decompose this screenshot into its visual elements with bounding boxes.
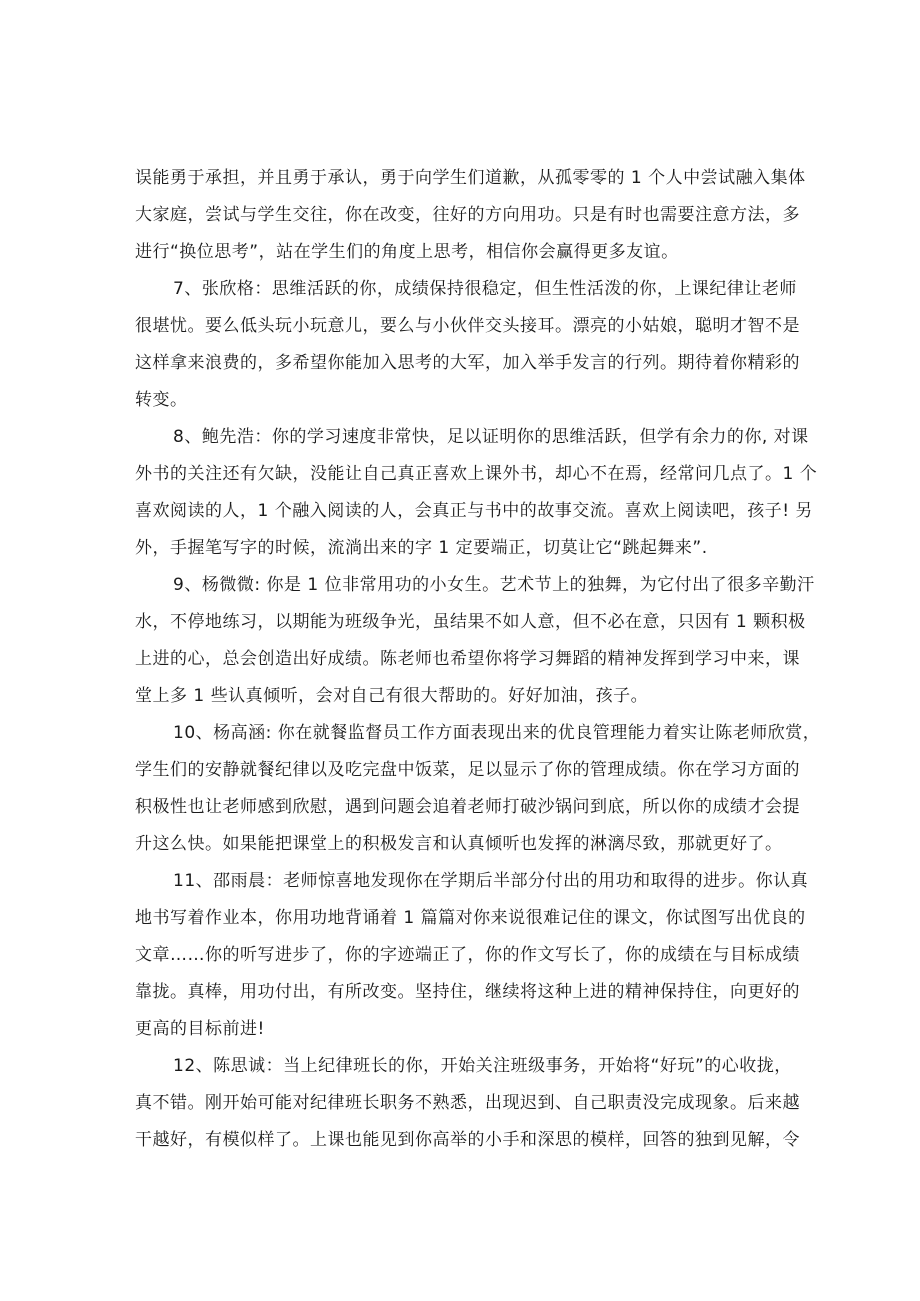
text-line: 12、陈思诚：当上纪律班长的你，开始关注班级事务，开始将“好玩”的心收拢， [173, 1056, 792, 1076]
text-line: 学生们的安静就餐纪律以及吃完盘中饭菜，足以显示了你的管理成绩。你在学习方面的 [135, 760, 800, 780]
paragraph-comment-7 [135, 271, 800, 419]
text-line: 堂上多 1 些认真倾听，会对自己有很大帮助的。好好加油，孩子。 [135, 686, 649, 706]
text-line: 9、杨微微: 你是 1 位非常用功的小女生。艺术节上的独舞，为它付出了很多辛勤汗 [173, 575, 815, 595]
text-line: 外，手握笔写字的时候，流淌出来的字 1 定要端正，切莫让它“跳起舞来”. [135, 538, 708, 558]
text-line: 这样拿来浪费的，多希望你能加入思考的大军，加入举手发言的行列。期待着你精彩的 [135, 353, 800, 373]
text-line: 地书写着作业本，你用功地背诵着 1 篇篇对你来说很难记住的课文，你试图写出优良的 [135, 908, 806, 928]
paragraph-comment-11 [135, 863, 809, 1048]
text-line: 很堪忧。要么低头玩小玩意儿，要么与小伙伴交头接耳。漂亮的小姑娘，聪明才智不是 [135, 316, 800, 336]
text-line: 水，不停地练习，以期能为班级争光，虽结果不如人意，但不必在意，只因有 1 颗积极 [135, 612, 806, 632]
text-line: 进行“换位思考”，站在学生们的角度上思考，相信你会赢得更多友谊。 [135, 242, 679, 262]
text-line: 积极性也让老师感到欣慰，遇到问题会追着老师打破沙锅问到底，所以你的成绩才会提 [135, 797, 800, 817]
text-line: 误能勇于承担，并且勇于承认，勇于向学生们道歉，从孤零零的 1 个人中尝试融入集体 [135, 168, 806, 188]
text-line: 8、鲍先浩：你的学习速度非常快，足以证明你的思维活跃，但学有余力的你, 对课 [173, 427, 809, 447]
text-line: 上进的心，总会创造出好成绩。陈老师也希望你将学习舞蹈的精神发挥到学习中来，课 [135, 649, 800, 669]
text-line: 更高的目标前进! [135, 1019, 265, 1039]
paragraph-comment-10 [135, 715, 821, 863]
text-line: 外书的关注还有欠缺，没能让自己真正喜欢上课外书，却心不在焉，经常问几点了。1 个 [135, 464, 818, 484]
text-line: 真不错。刚开始可能对纪律班长职务不熟悉，出现迟到、自己职责没完成现象。后来越 [135, 1093, 800, 1113]
paragraph-comment-12 [135, 1048, 800, 1159]
text-line: 喜欢阅读的人，1 个融入阅读的人，会真正与书中的故事交流。喜欢上阅读吧，孩子! 另 [135, 501, 813, 521]
text-line: 靠拢。真棒，用功付出，有所改变。坚持住，继续将这种上进的精神保持住，向更好的 [135, 982, 800, 1002]
text-line: 升这么快。如果能把课堂上的积极发言和认真倾听也发挥的淋漓尽致，那就更好了。 [135, 834, 783, 854]
paragraph-comment-8 [135, 419, 818, 567]
text-line: 大家庭，尝试与学生交往，你在改变，往好的方向用功。只是有时也需要注意方法，多 [135, 205, 800, 225]
text-line: 干越好，有模似样了。上课也能见到你高举的小手和深思的模样，回答的独到见解，令 [135, 1130, 800, 1150]
text-line: 7、张欣格：思维活跃的你，成绩保持很稳定，但生性活泼的你，上课纪律让老师 [173, 279, 797, 299]
document-body [135, 160, 821, 1159]
paragraph-continuation [135, 160, 806, 271]
text-line: 11、邵雨晨：老师惊喜地发现你在学期后半部分付出的用功和取得的进步。你认真 [173, 871, 809, 891]
text-line: 转变。 [135, 390, 188, 410]
text-line: 文章……你的听写进步了，你的字迹端正了，你的作文写长了，你的成绩在与目标成绩 [135, 945, 800, 965]
text-line: 10、杨高涵: 你在就餐监督员工作方面表现出来的优良管理能力着实让陈老师欣赏， [173, 723, 821, 743]
paragraph-comment-9 [135, 567, 815, 715]
